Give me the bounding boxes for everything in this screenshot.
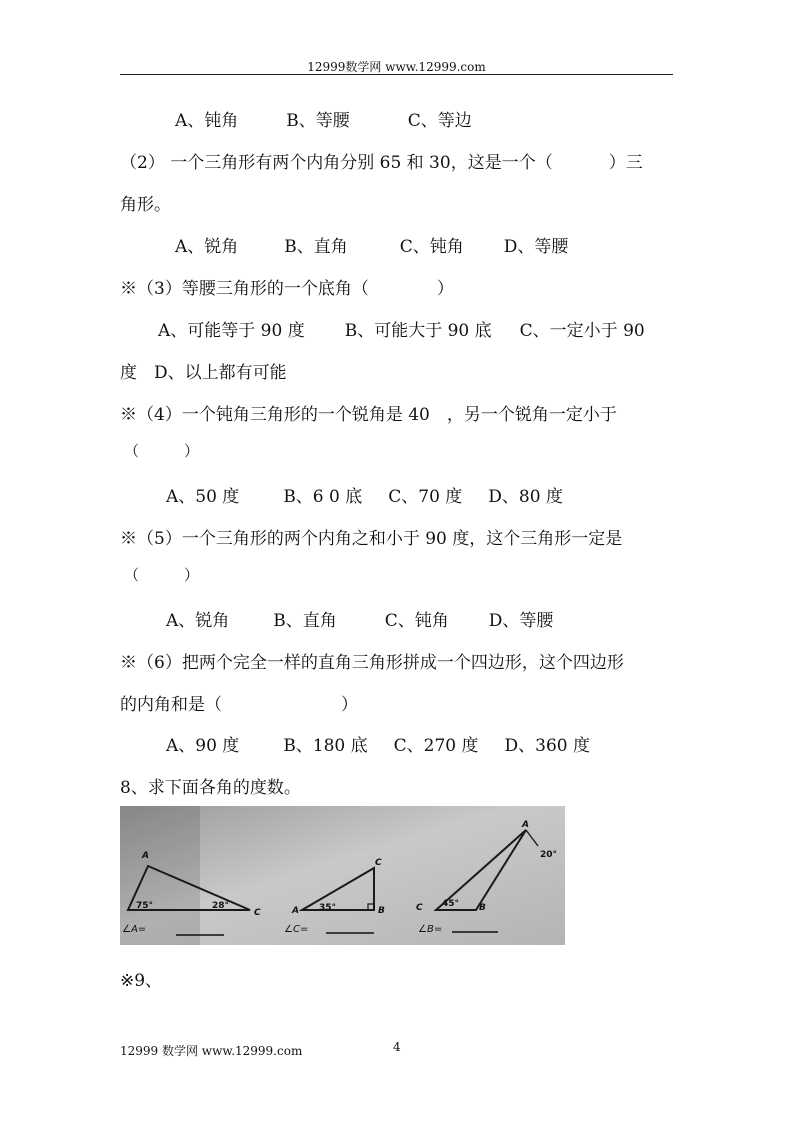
q6-option-b: B、180 底 (283, 736, 368, 756)
q4-option-d: D、80 度 (488, 487, 563, 507)
page-header: 12999数学网 www.12999.com (307, 60, 486, 74)
q5-option-d: D、等腰 (488, 611, 554, 631)
q4-blank: （ ） (124, 442, 200, 460)
q6-stem-cont: 的内角和是（ ） (120, 695, 358, 715)
q9-stem: ※9、 (120, 971, 163, 991)
q3-stem: ※（3）等腰三角形的一个底角（ ） (120, 279, 454, 299)
q4-option-a: A、50 度 (166, 487, 240, 507)
q3-options (158, 316, 645, 341)
q4-options (166, 482, 563, 507)
q3-option-d: 度 D、以上都有可能 (120, 363, 287, 383)
triangle-3-top-angle: 20° (540, 850, 558, 860)
triangle-1-left-angle: 75° (136, 901, 154, 911)
q6-options (166, 731, 590, 756)
q3-option-a: A、可能等于 90 度 (158, 321, 305, 341)
triangle-3-answer-label: ∠B= (418, 924, 443, 935)
q2-option-b: B、直角 (284, 237, 348, 257)
q2-option-a: A、锐角 (175, 237, 239, 257)
triangle-2-right-vertex: B (378, 906, 385, 916)
header-rule (120, 74, 673, 75)
footer-site: 12999 数学网 www.12999.com (120, 1044, 303, 1058)
triangle-3-apex: A (522, 820, 529, 830)
q5-option-a: A、锐角 (166, 611, 230, 631)
q3-option-b: B、可能大于 90 底 (344, 321, 492, 341)
q5-blank: （ ） (124, 566, 200, 584)
q4-stem: ※（4）一个钝角三角形的一个锐角是 40 ，另一个锐角一定小于 (120, 405, 617, 425)
q4-option-b: B、6 0 底 (283, 487, 363, 507)
triangle-3-left-vertex: C (416, 903, 423, 913)
triangle-1-answer-label: ∠A= (122, 924, 147, 935)
q8-stem: 8、求下面各角的度数。 (120, 778, 301, 798)
q4-option-c: C、70 度 (388, 487, 463, 507)
q3-option-c: C、一定小于 90 (519, 321, 645, 341)
triangle-1-apex: A (142, 851, 149, 861)
q1-option-a: A、钝角 (175, 111, 239, 131)
q5-option-b: B、直角 (273, 611, 337, 631)
triangle-2-apex: C (375, 858, 382, 868)
triangle-1-right-angle: 28° (212, 901, 230, 911)
q1-options (175, 106, 472, 131)
triangle-1-right-vertex: C (254, 908, 261, 918)
q5-option-c: C、钝角 (384, 611, 449, 631)
q6-option-c: C、270 度 (393, 736, 479, 756)
q2-option-d: D、等腰 (503, 237, 569, 257)
q6-option-d: D、360 度 (504, 736, 591, 756)
q5-stem: ※（5）一个三角形的两个内角之和小于 90 度，这个三角形一定是 (120, 529, 623, 549)
q2-options (175, 232, 568, 257)
page-number: 4 (393, 1040, 401, 1054)
q1-option-b: B、等腰 (286, 111, 350, 131)
triangle-2-left-vertex: A (292, 906, 299, 916)
triangle-3-left-angle: 45° (442, 899, 460, 909)
q6-stem: ※（6）把两个完全一样的直角三角形拼成一个四边形，这个四边形 (120, 653, 624, 673)
q2-stem-cont: 角形。 (120, 195, 171, 215)
q5-options (166, 606, 553, 631)
q2-option-c: C、钝角 (399, 237, 464, 257)
triangles-photo (120, 806, 565, 945)
triangle-2-left-angle: 35° (319, 903, 337, 913)
triangle-2-answer-label: ∠C= (284, 924, 309, 935)
q1-option-c: C、等边 (407, 111, 472, 131)
q6-option-a: A、90 度 (166, 736, 240, 756)
triangle-3-right-vertex: B (479, 903, 486, 913)
q2-stem: （2） 一个三角形有两个内角分别 65 和 30，这是一个（ ）三 (120, 153, 643, 173)
